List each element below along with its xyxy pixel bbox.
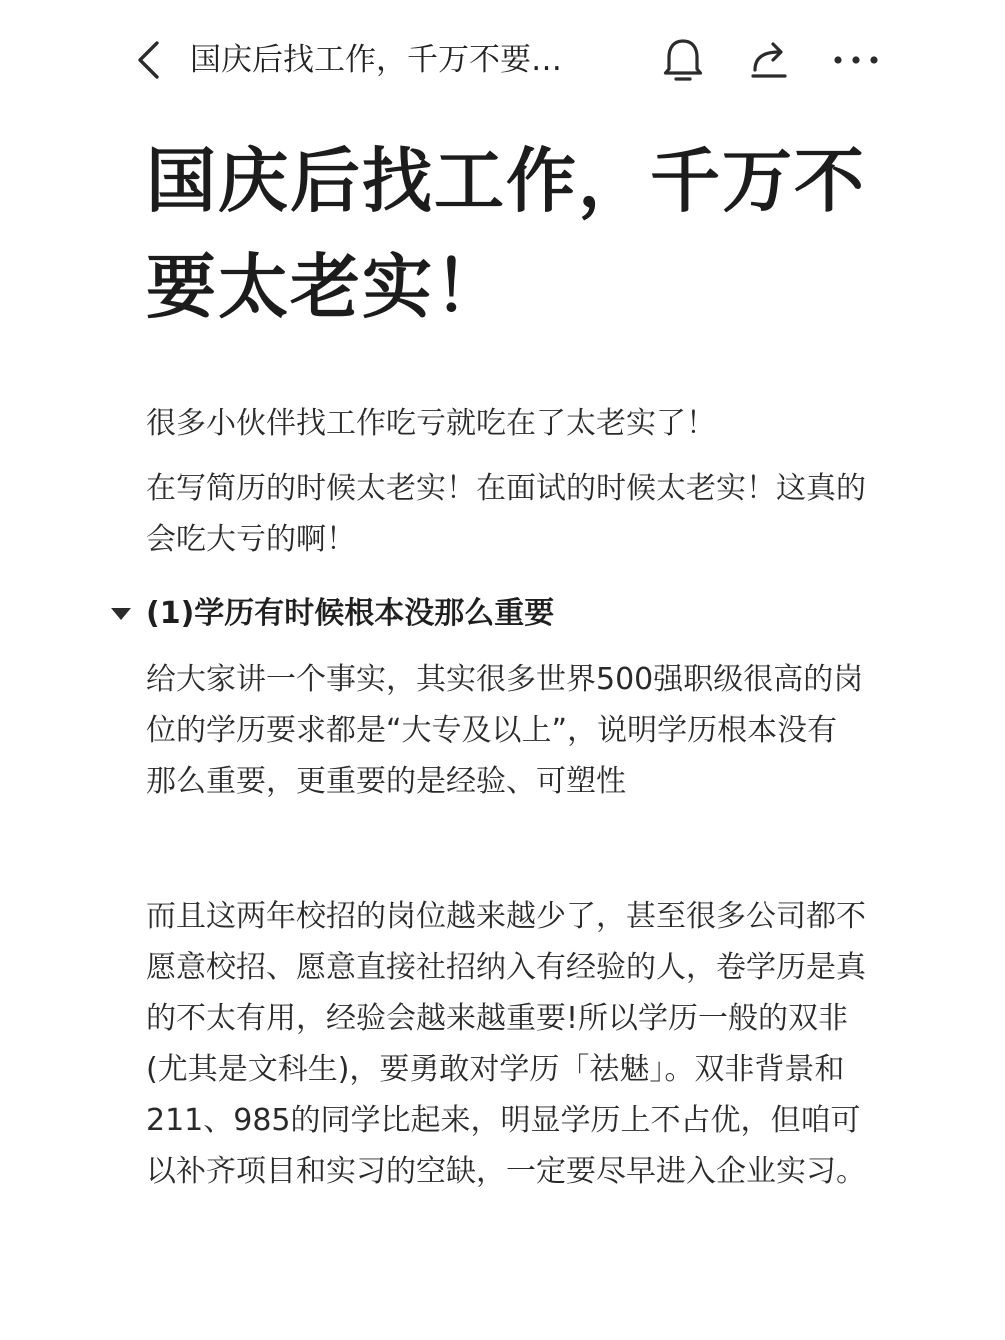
caret-down-icon (110, 606, 132, 622)
section-paragraph: 给大家讲一个事实，其实很多世界500强职级很高的岗位的学历要求都是“大专及以上”，说明学历根本没有那么重要，更重要的是经验、可塑性 (146, 662, 864, 799)
intro-paragraph: 很多小伙伴找工作吃亏就吃在了太老实了！ (146, 406, 716, 441)
nav-title: 国庆后找工作，千万不要… (190, 42, 562, 78)
share-button[interactable] (745, 36, 793, 84)
article-title: 国庆后找工作，千万不要太老实！ (146, 140, 866, 328)
section-heading: (1)学历有时候根本没那么重要 (146, 596, 555, 631)
section-content (146, 654, 866, 1197)
more-options-button[interactable] (832, 36, 880, 84)
more-horizontal-icon (833, 54, 879, 66)
intro-paragraph-2: 在写简历的时候太老实！在面试的时候太老实！这真的会吃大亏的啊！ (146, 471, 866, 557)
article-body (146, 128, 866, 565)
back-button[interactable] (128, 38, 168, 82)
notification-button[interactable] (659, 36, 707, 84)
top-nav-bar (0, 0, 1005, 120)
chevron-left-icon (135, 40, 161, 80)
section-toggle[interactable] (108, 601, 134, 627)
bell-icon (661, 37, 705, 83)
share-icon (747, 38, 791, 82)
section-paragraph-2: 而且这两年校招的岗位越来越少了，甚至很多公司都不愿意校招、愿意直接社招纳入有经验的人，卷学历是真的不太有用，经验会越来越重要!所以学历一般的双非(尤其是文科生)，要勇敢对学历「祛魅」。双非背景和211、985的同学比起来，明显学历上不占优，但咱可以补齐项目和实习的空缺，一定要尽早进入企业实习。 (146, 899, 866, 1189)
section-header[interactable] (108, 588, 888, 640)
collapsible-section (108, 588, 888, 1197)
